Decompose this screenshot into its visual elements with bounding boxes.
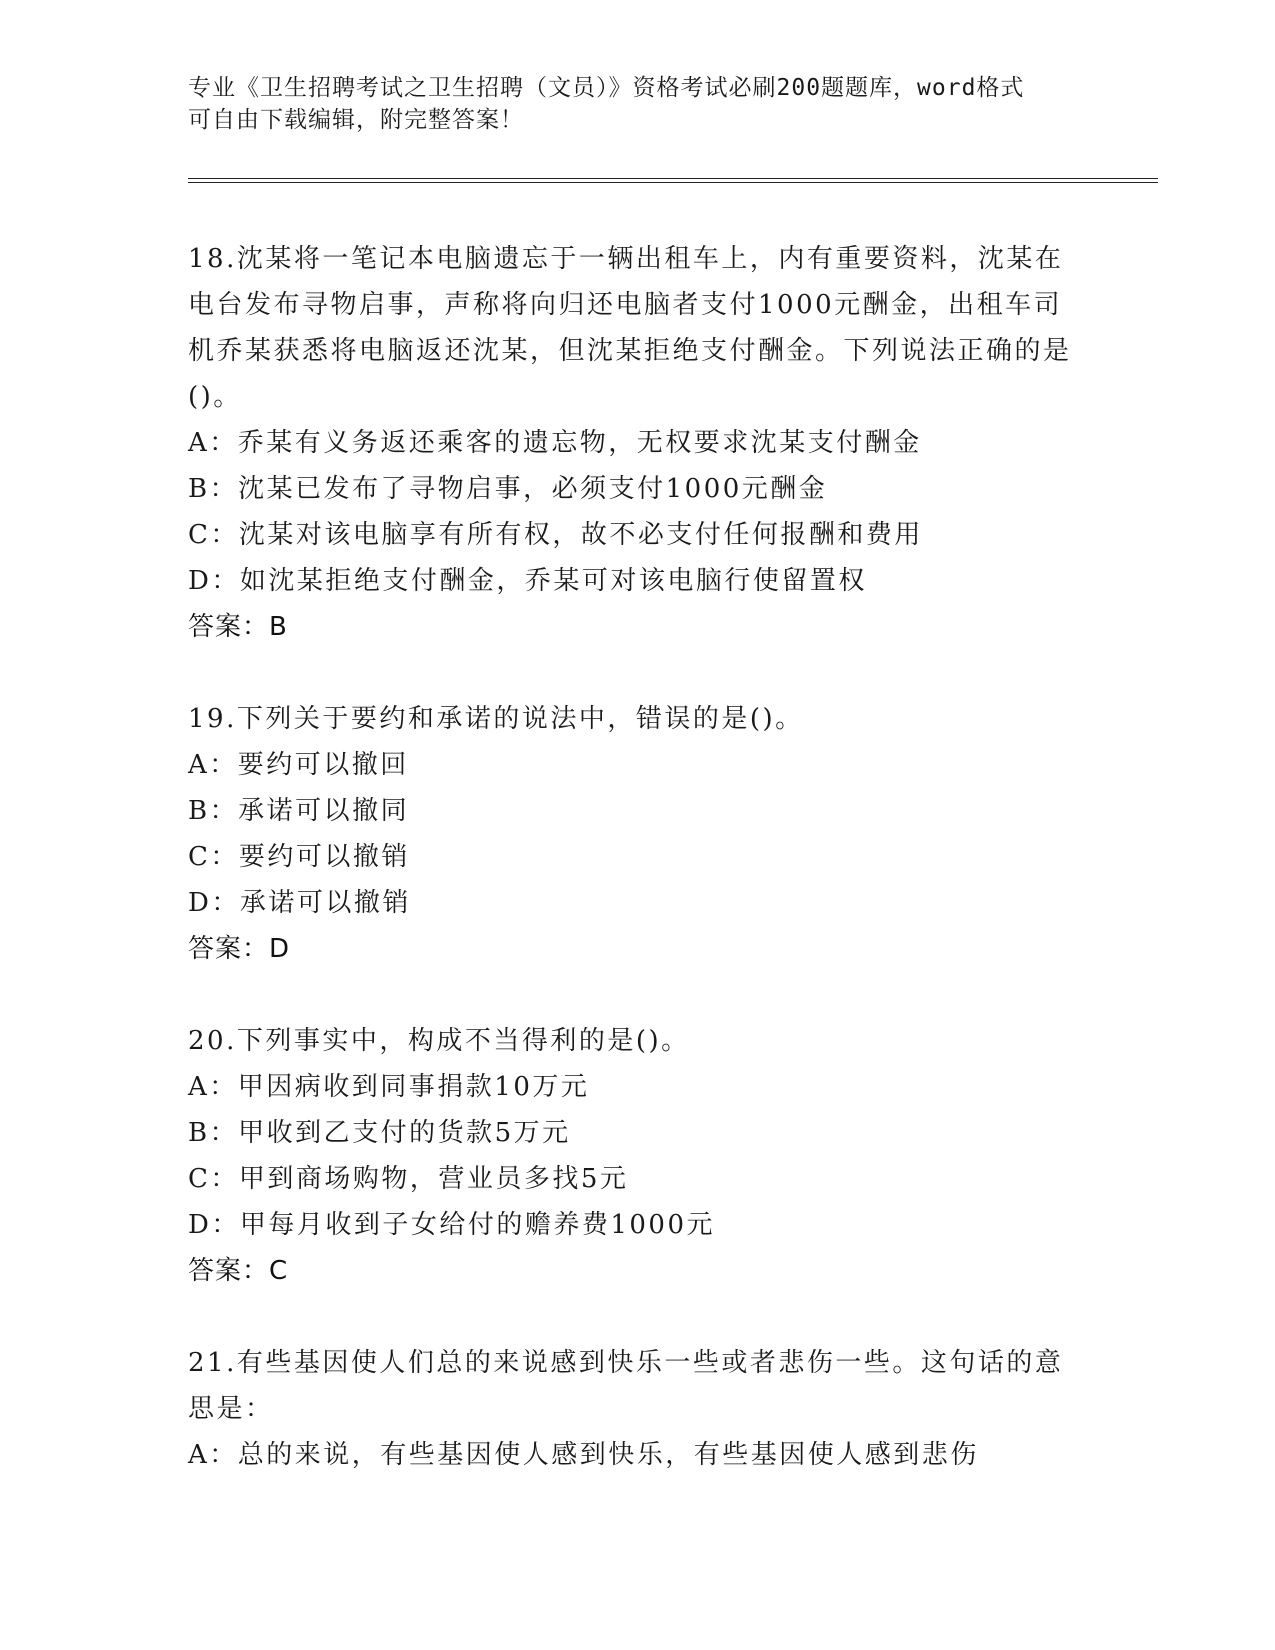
question-stem: 19.下列关于要约和承诺的说法中，错误的是()。	[188, 704, 804, 734]
option-a: A：要约可以撤回	[188, 750, 409, 780]
option-c: C：要约可以撤销	[188, 842, 410, 872]
question-stem: 18.沈某将一笔记本电脑遗忘于一辆出租车上，内有重要资料，沈某在电台发布寻物启事，声称将向归还电脑者支付1000元酬金，出租车司机乔某获悉将电脑返还沈某，但沈某拒绝支付酬金。下列说法正确的是()。	[188, 244, 1072, 412]
question-list	[188, 236, 1158, 1524]
option-d: D：甲每月收到子女给付的赡养费1000元	[188, 1210, 716, 1240]
question-21	[188, 1340, 1158, 1478]
header-line-1: 专业《卫生招聘考试之卫生招聘（文员）》资格考试必刷200题题库，word格式	[188, 75, 1025, 101]
option-a: A：甲因病收到同事捐款10万元	[188, 1072, 590, 1102]
option-a: A：总的来说，有些基因使人感到快乐，有些基因使人感到悲伤	[188, 1440, 979, 1470]
document-header	[188, 72, 1088, 136]
answer-label: 答案：D	[188, 934, 291, 964]
option-b: B：承诺可以撤同	[188, 796, 410, 826]
header-divider	[188, 178, 1158, 183]
question-18	[188, 236, 1158, 650]
question-19	[188, 696, 1158, 972]
option-d: D：如沈某拒绝支付酬金，乔某可对该电脑行使留置权	[188, 566, 867, 596]
header-line-2: 可自由下载编辑，附完整答案！	[188, 107, 524, 133]
option-c: C：沈某对该电脑享有所有权，故不必支付任何报酬和费用	[188, 520, 923, 550]
option-b: B：甲收到乙支付的货款5万元	[188, 1118, 571, 1148]
option-b: B：沈某已发布了寻物启事，必须支付1000元酬金	[188, 474, 828, 504]
question-stem: 21.有些基因使人们总的来说感到快乐一些或者悲伤一些。这句话的意思是：	[188, 1348, 1064, 1424]
option-d: D：承诺可以撤销	[188, 888, 411, 918]
option-c: C：甲到商场购物，营业员多找5元	[188, 1164, 629, 1194]
option-a: A：乔某有义务返还乘客的遗忘物，无权要求沈某支付酬金	[188, 428, 922, 458]
question-stem: 20.下列事实中，构成不当得利的是()。	[188, 1026, 690, 1056]
answer-label: 答案：C	[188, 1256, 289, 1286]
question-20	[188, 1018, 1158, 1294]
answer-label: 答案：B	[188, 612, 288, 642]
